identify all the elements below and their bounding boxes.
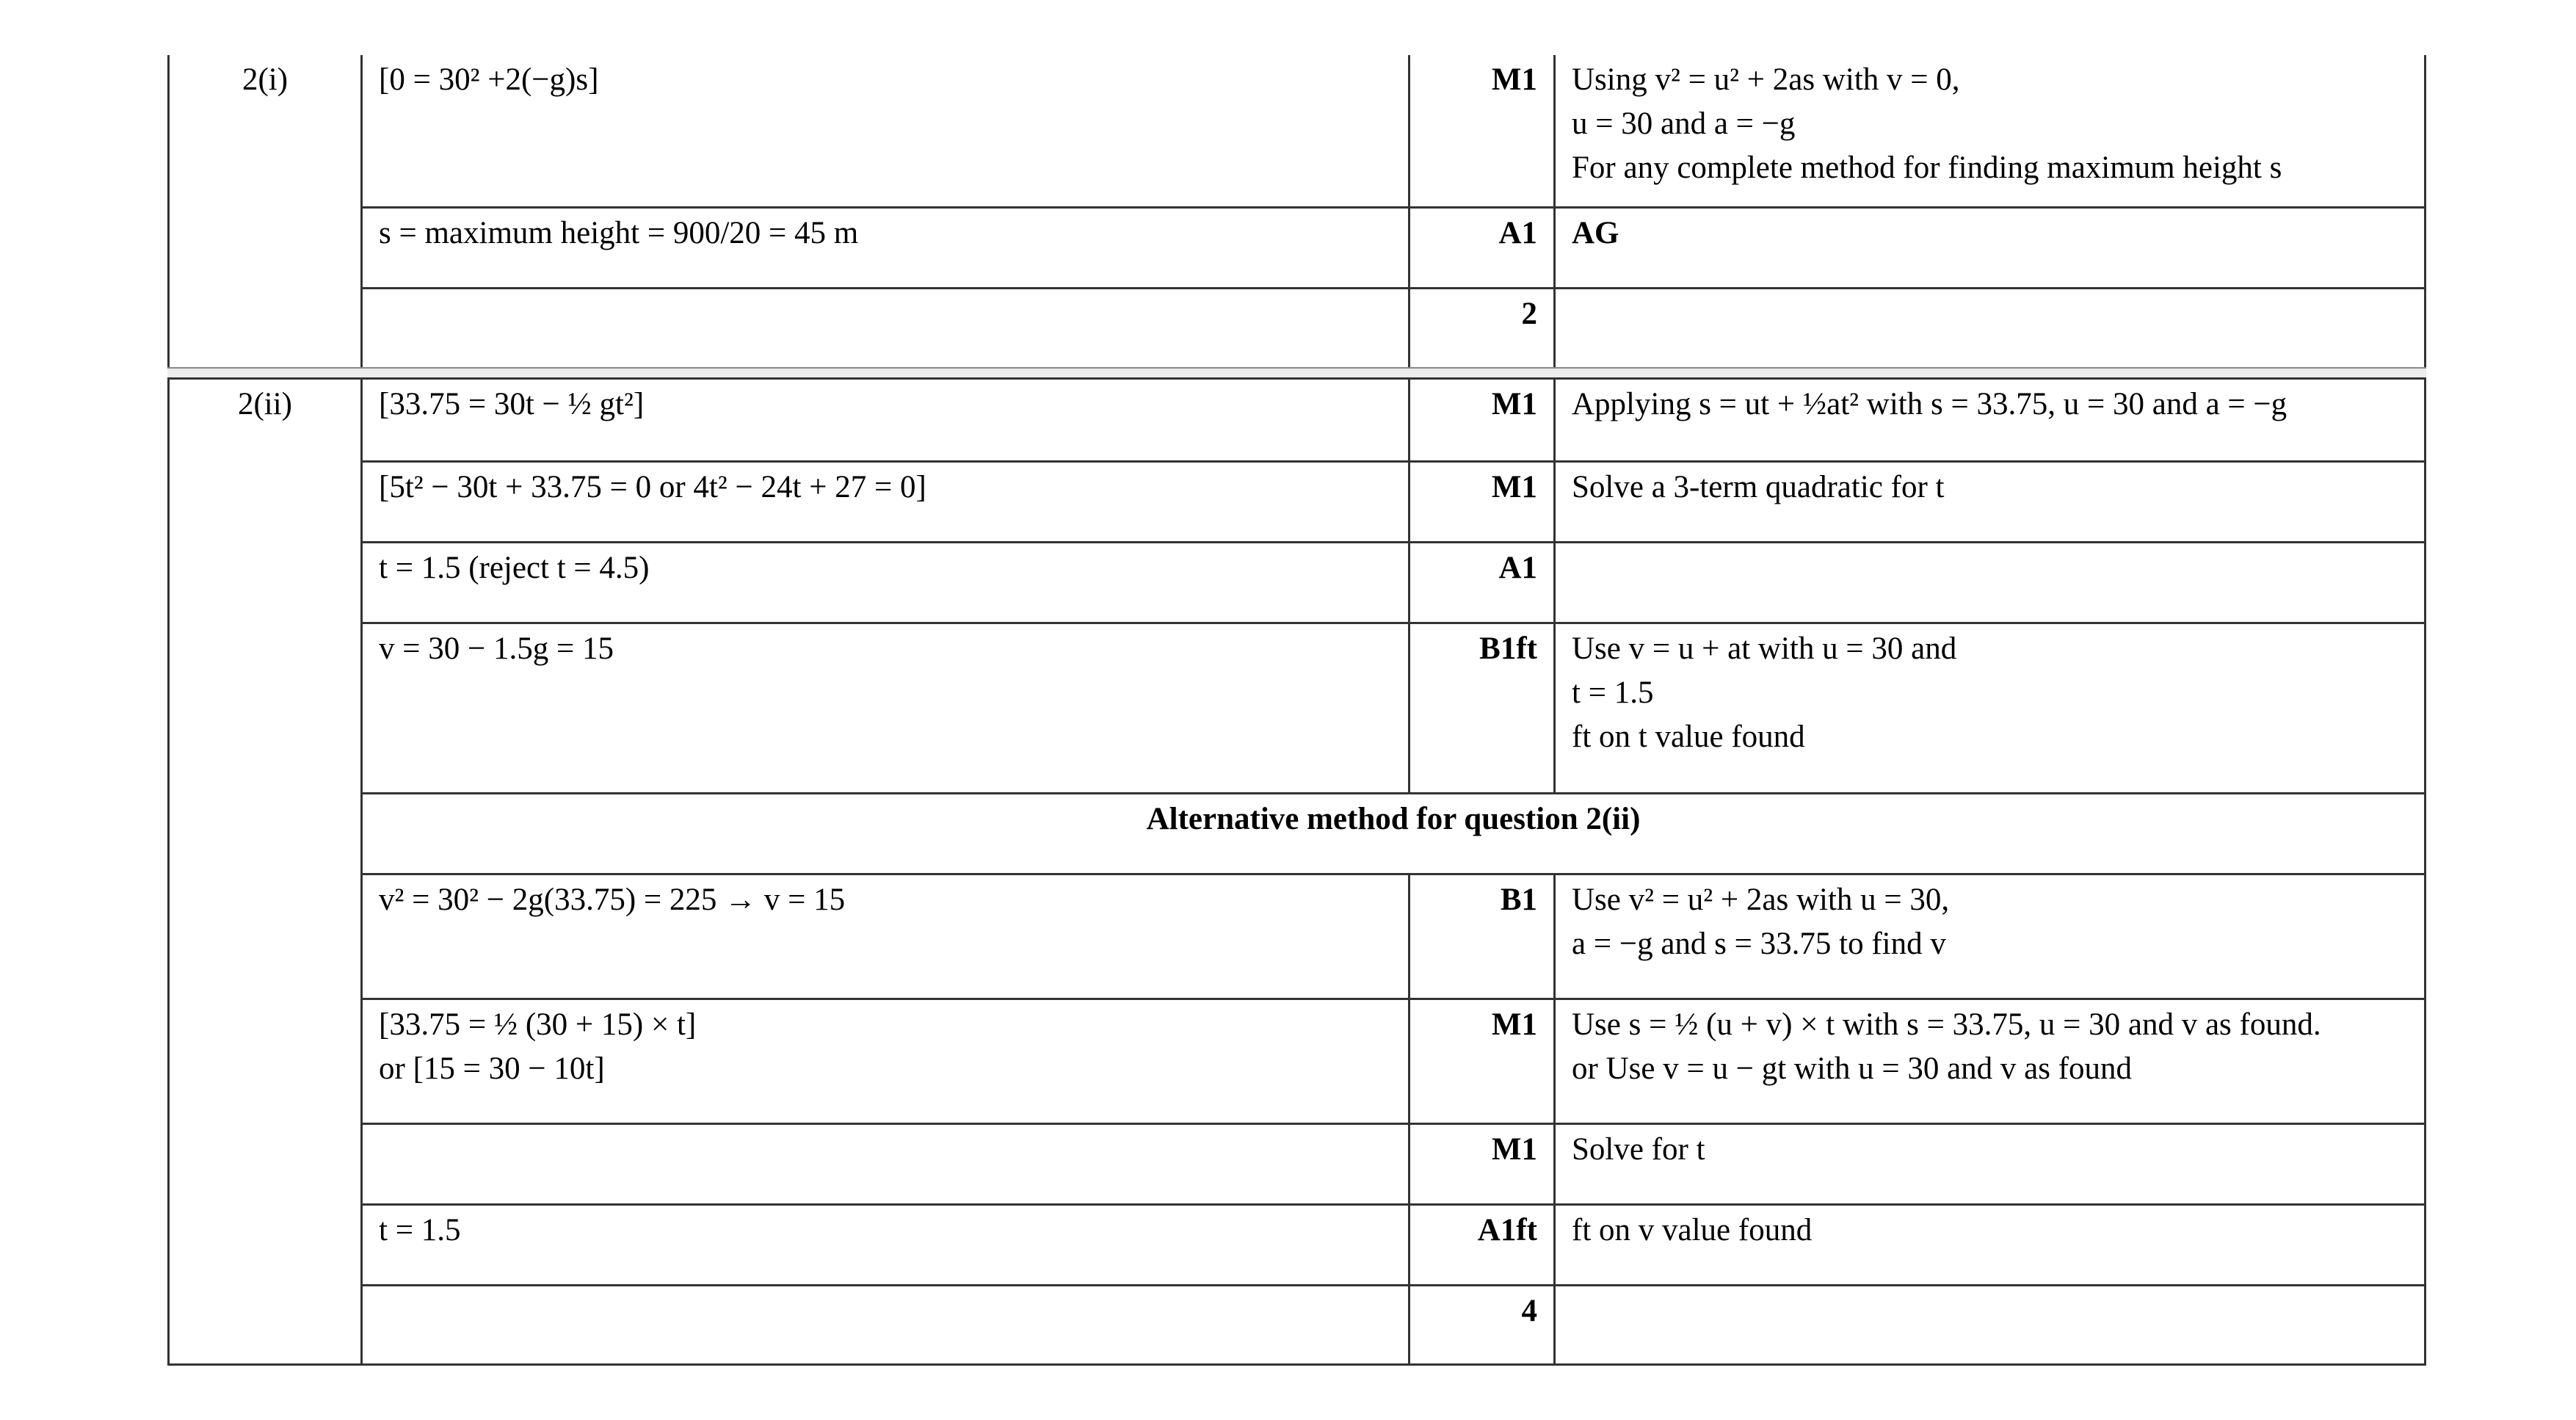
guidance-line: a = −g and s = 33.75 to find v <box>1572 927 1946 962</box>
mark-cell: B1ft <box>1408 624 1553 792</box>
answer-line: [5t² − 30t + 33.75 = 0 or 4t² − 24t + 27 = 0] <box>379 470 926 504</box>
answer-line: t = 1.5 <box>379 1213 461 1247</box>
question-2i-block <box>170 55 2424 368</box>
guidance-cell <box>1553 875 2424 998</box>
guidance-line: Use s = ½ (u + v) × t with s = 33.75, u = 30 and v as found. <box>1572 1007 2321 1042</box>
answer-cell <box>360 55 1408 206</box>
guidance-line: u = 30 and a = −g <box>1572 106 1796 142</box>
table-row <box>360 380 2424 460</box>
guidance-cell <box>1553 1206 2424 1284</box>
answer-cell <box>360 380 1408 460</box>
question-2i-table <box>167 55 2426 370</box>
guidance-cell <box>1553 55 2424 206</box>
answer-cell <box>360 1125 1408 1203</box>
answer-cell <box>360 543 1408 622</box>
guidance-line: Solve a 3-term quadratic for t <box>1572 470 1945 504</box>
table-row <box>360 541 2424 622</box>
mark-cell: B1 <box>1408 875 1553 998</box>
answer-cell <box>360 624 1408 792</box>
guidance-line: ft on v value found <box>1572 1213 1813 1247</box>
guidance-cell <box>1553 463 2424 541</box>
table-row <box>360 460 2424 541</box>
guidance-cell <box>1553 209 2424 287</box>
table-row <box>360 873 2424 998</box>
mark-cell: A1 <box>1408 209 1553 287</box>
guidance-line: Applying s = ut + ½at² with s = 33.75, u = 30 and a = −g <box>1572 387 2287 421</box>
answer-line: [0 = 30² +2(−g)s] <box>379 62 599 97</box>
guidance-cell <box>1553 624 2424 792</box>
table-row <box>360 1203 2424 1284</box>
guidance-cell <box>1553 543 2424 622</box>
answer-cell <box>360 289 1408 368</box>
mark-cell: M1 <box>1408 380 1553 460</box>
guidance-line: Using v² = u² + 2as with v = 0, <box>1572 62 1960 97</box>
question-2ii-block <box>170 380 2424 1363</box>
mark-cell: M1 <box>1408 1000 1553 1123</box>
table-row <box>360 792 2424 873</box>
total-mark-cell: 4 <box>1408 1286 1553 1363</box>
table-row <box>360 998 2424 1123</box>
total-mark-cell: 2 <box>1408 289 1553 368</box>
guidance-line: or Use v = u − gt with u = 30 and v as found <box>1572 1051 2133 1087</box>
guidance-cell <box>1553 1125 2424 1203</box>
answer-line: [33.75 = 30t − ½ gt²] <box>379 387 645 421</box>
guidance-line: Use v = u + at with u = 30 and <box>1572 631 1957 666</box>
answer-line: or [15 = 30 − 10t] <box>379 1051 605 1087</box>
answer-cell <box>360 463 1408 541</box>
table-row <box>360 55 2424 206</box>
guidance-cell <box>1553 1000 2424 1123</box>
guidance-cell <box>1553 380 2424 460</box>
answer-cell <box>360 1206 1408 1284</box>
mark-cell: M1 <box>1408 463 1553 541</box>
table-row <box>360 206 2424 287</box>
answer-line: [33.75 = ½ (30 + 15) × t] <box>379 1007 697 1042</box>
mark-cell: M1 <box>1408 1125 1553 1203</box>
guidance-line: For any complete method for finding maximum height s <box>1572 151 2282 186</box>
question-2ii-rows <box>360 380 2424 1363</box>
guidance-line: AG <box>1572 216 1619 250</box>
table-row <box>360 287 2424 368</box>
question-2ii-table <box>167 377 2426 1366</box>
mark-cell: A1ft <box>1408 1206 1553 1284</box>
question-2i-rows <box>360 55 2424 368</box>
guidance-cell <box>1553 289 2424 368</box>
answer-line: v² = 30² − 2g(33.75) = 225 → v = 15 <box>379 883 846 917</box>
guidance-line: Solve for t <box>1572 1132 1705 1167</box>
mark-cell: M1 <box>1408 55 1553 206</box>
answer-cell <box>360 1000 1408 1123</box>
table-row <box>360 1284 2424 1363</box>
table-row <box>360 1123 2424 1203</box>
answer-line: v = 30 − 1.5g = 15 <box>379 631 614 666</box>
guidance-line: t = 1.5 <box>1572 675 1654 711</box>
question-label: 2(i) <box>242 62 289 97</box>
answer-cell <box>360 1286 1408 1363</box>
answer-cell <box>360 875 1408 998</box>
guidance-cell <box>1553 1286 2424 1363</box>
answer-line: t = 1.5 (reject t = 4.5) <box>379 551 650 585</box>
answer-line: s = maximum height = 900/20 = 45 m <box>379 216 859 250</box>
table-row <box>360 622 2424 792</box>
question-label: 2(ii) <box>237 387 293 421</box>
alternative-method-heading: Alternative method for question 2(ii) <box>360 794 2424 873</box>
guidance-line: Use v² = u² + 2as with u = 30, <box>1572 883 1950 917</box>
answer-cell <box>360 209 1408 287</box>
mark-cell: A1 <box>1408 543 1553 622</box>
guidance-line: ft on t value found <box>1572 720 1805 755</box>
